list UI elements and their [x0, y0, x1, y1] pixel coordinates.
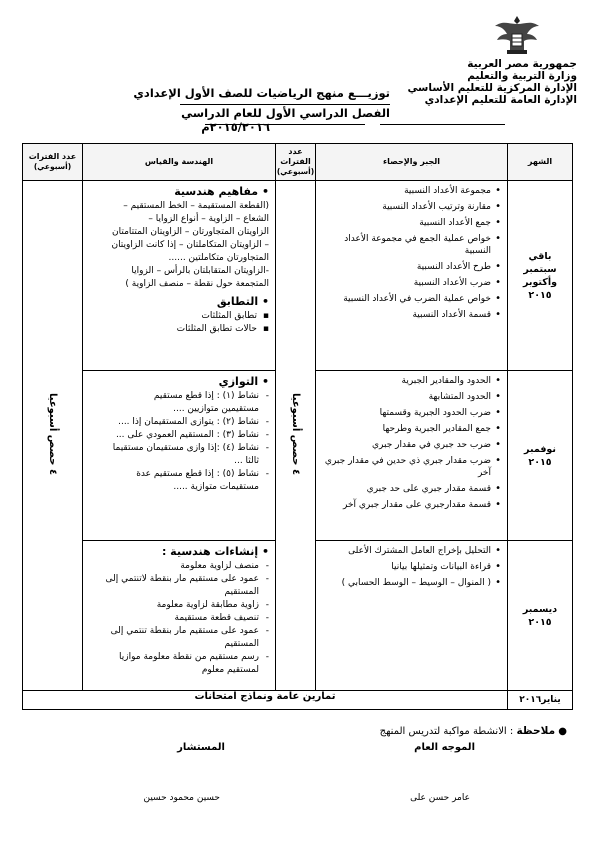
- text-line: – الزاويتان المتكاملتان – إذا كانت الزاويتان: [111, 240, 269, 250]
- bullet-icon: ●: [558, 726, 567, 737]
- signature-title: المستشار: [177, 742, 225, 753]
- list-item: - تنصيف قطعة مستقيمة: [87, 612, 269, 625]
- ministry-line: الإدارة العامة للتعليم الإعدادي: [424, 94, 577, 106]
- text-line: - نشاط (٢) : يتوازى المستقيمان إذا ....: [87, 416, 269, 429]
- list-item: ▪ تطابق المثلثات: [87, 310, 269, 323]
- geometry-parallel-cell: [83, 371, 276, 541]
- ministry-line: جمهورية مصر العربية: [467, 58, 577, 70]
- text-line: الشعاع – الزاوية – أنواع الزوايا –: [148, 214, 269, 224]
- list-item: • ضرب الأعداد النسبية: [320, 277, 501, 289]
- list-item: • ( المنوال – الوسيط – الوسط الحسابي ): [320, 577, 501, 589]
- signature-name: حسين محمود حسين: [143, 793, 220, 803]
- signature-name: عامر حسن على: [410, 793, 470, 803]
- list-item: - زاوية مطابقة لزاوية معلومة: [87, 599, 269, 612]
- list-item: • خواص عملية الضرب في الأعداد النسبية: [320, 293, 501, 305]
- text-line: ثالثا ...: [234, 456, 259, 466]
- title-underline: [180, 104, 390, 105]
- text-line: المتجاورتان متكاملتين ......: [168, 253, 269, 263]
- exam-row-text: تمارين عامة ونماذج امتحانات: [23, 691, 508, 710]
- list-item: ▪ حالات تطابق المثلثات: [87, 323, 269, 336]
- list-item: • قسمة مقدارجبري على مقدار جبري آخر: [320, 499, 501, 511]
- weeks-cell: [23, 181, 83, 691]
- section-title: • التوازي: [87, 375, 269, 388]
- geometry-concepts-cell: [83, 181, 276, 371]
- month-text: سبتمبر: [523, 263, 557, 275]
- signature-title: الموجه العام: [414, 742, 475, 753]
- month-text: وأكتوبر: [523, 276, 557, 288]
- header-geometry: الهندسة والقياس: [83, 144, 276, 181]
- title-underline: [205, 124, 365, 125]
- text-line: - نشاط (٥) : إذا قطع مستقيم عدة: [87, 468, 269, 481]
- algebra-cell: [316, 181, 508, 371]
- month-cell: [508, 371, 573, 541]
- header-periods-sub: (أسبوعي): [276, 167, 315, 176]
- title-line: توزيـــع منهج الرياضيات للصف الأول الإعدادي: [133, 86, 390, 100]
- curriculum-table: [22, 143, 573, 710]
- text-line: مستقيمات متوازية .....: [173, 482, 259, 492]
- text-line: - نشاط (٤) :إذا وازى مستقيمان مستقيما: [87, 442, 269, 455]
- month-cell: [508, 181, 573, 371]
- list-item: • خواص عملية الجمع في مجموعة الأعداد النسبية: [320, 233, 501, 257]
- list-item: • ضرب حد جبري في مقدار جبري: [320, 439, 501, 451]
- header-periods: [276, 144, 316, 181]
- text-line: المتجمعة حول نقطة – منصف الزاوية ): [125, 279, 269, 289]
- table-row: [23, 691, 573, 710]
- list-item: • مقارنة وترتيب الأعداد النسبية: [320, 201, 501, 213]
- list-item: • ضرب مقدار جبري ذي حدين في مقدار جبري آخر: [320, 455, 501, 479]
- list-item: - عمود على مستقيم مار بنقطة تنتمي إلى المستقيم: [87, 625, 269, 651]
- month-text: ديسمبر: [522, 603, 558, 615]
- list-item: • مجموعة الأعداد النسبية: [320, 185, 501, 197]
- month-text: ٢٠١٥: [528, 616, 552, 628]
- list-item: • قراءة البيانات وتمثيلها بيانيا: [320, 561, 501, 573]
- notes-label: ملاحظة: [516, 725, 556, 737]
- header-periods: [23, 144, 83, 181]
- algebra-cell: [316, 541, 508, 691]
- text-line: -الزاويتان المتقابلتان بالرأس – الزوايا: [131, 266, 269, 276]
- header-periods-label: عدد الفترات: [28, 152, 77, 161]
- text-line: مستقيمين متوازيين ....: [173, 404, 259, 414]
- geometry-constructions-cell: [83, 541, 276, 691]
- list-item: • الحدود المتشابهة: [320, 391, 501, 403]
- list-item: • قسمة الأعداد النسبية: [320, 309, 501, 321]
- header-periods-label: عدد الفترات: [280, 147, 311, 166]
- text-line: - نشاط (١) : إذا قطع مستقيم: [87, 390, 269, 403]
- header-month: الشهر: [508, 144, 573, 181]
- document-title: [100, 86, 390, 134]
- section-title: • مفاهيم هندسية: [87, 185, 269, 198]
- list-item: • التحليل بإخراج العامل المشترك الأعلى: [320, 545, 501, 557]
- month-cell: يناير٢٠١٦: [508, 691, 573, 710]
- list-item: - عمود على مستقيم مار بنقطة لاتنتمي إلى المستقيم: [87, 573, 269, 599]
- month-text: ٢٠١٥: [528, 456, 552, 468]
- header-periods-sub: (أسبوعي): [33, 162, 72, 171]
- header-algebra: الجبر والإحصاء: [316, 144, 508, 181]
- list-item: • جمع الأعداد النسبية: [320, 217, 501, 229]
- list-item: • جمع المقادير الجبرية وطرحها: [320, 423, 501, 435]
- weeks-text: ٤ حصص أسبوعيا: [47, 392, 58, 476]
- month-text: باقي: [528, 250, 552, 262]
- list-item: - منصف لزاوية معلومة: [87, 560, 269, 573]
- section-title: • التطابق: [87, 295, 269, 308]
- list-item: • الحدود والمقادير الجبرية: [320, 375, 501, 387]
- text-line: (القطعة المستقيمة – الخط المستقيم –: [123, 201, 269, 211]
- month-cell: [508, 541, 573, 691]
- list-item: - رسم مستقيم من نقطة معلومة موازيا لمستقيم معلوم: [87, 651, 269, 677]
- title-line: الفصل الدراسي الأول للعام الدراسي: [181, 106, 390, 120]
- section-title: • إنشاءات هندسية :: [87, 545, 269, 558]
- title-year: ٢٠١٥/٢٠١٦م: [201, 120, 270, 134]
- header-divider: [380, 124, 505, 125]
- text-line: الزاويتان المتجاورتان – الزاويتان المتتامتان: [112, 227, 269, 237]
- month-text: ٢٠١٥: [528, 289, 552, 301]
- ministry-line: الإدارة المركزية للتعليم الأساسي: [407, 82, 577, 94]
- notes: [380, 725, 567, 737]
- ministry-line: وزارة التربية والتعليم: [467, 70, 577, 82]
- list-item: • ضرب الحدود الجبرية وقسمتها: [320, 407, 501, 419]
- notes-text: : الانشطة مواكبة لتدريس المنهج: [379, 726, 514, 737]
- weeks-cell: [276, 181, 316, 691]
- algebra-cell: [316, 371, 508, 541]
- egypt-eagle-emblem-icon: [493, 12, 541, 56]
- table-row: [23, 181, 573, 371]
- weeks-text: ٤ حصص أسبوعيا: [290, 392, 301, 476]
- list-item: • طرح الأعداد النسبية: [320, 261, 501, 273]
- text-line: - نشاط (٣) : المستقيم العمودي على ...: [87, 429, 269, 442]
- ministry-header: [367, 58, 577, 106]
- list-item: • قسمة مقدار جبري على حد جبري: [320, 483, 501, 495]
- table-header-row: [23, 144, 573, 181]
- month-text: نوفمبر: [524, 443, 556, 455]
